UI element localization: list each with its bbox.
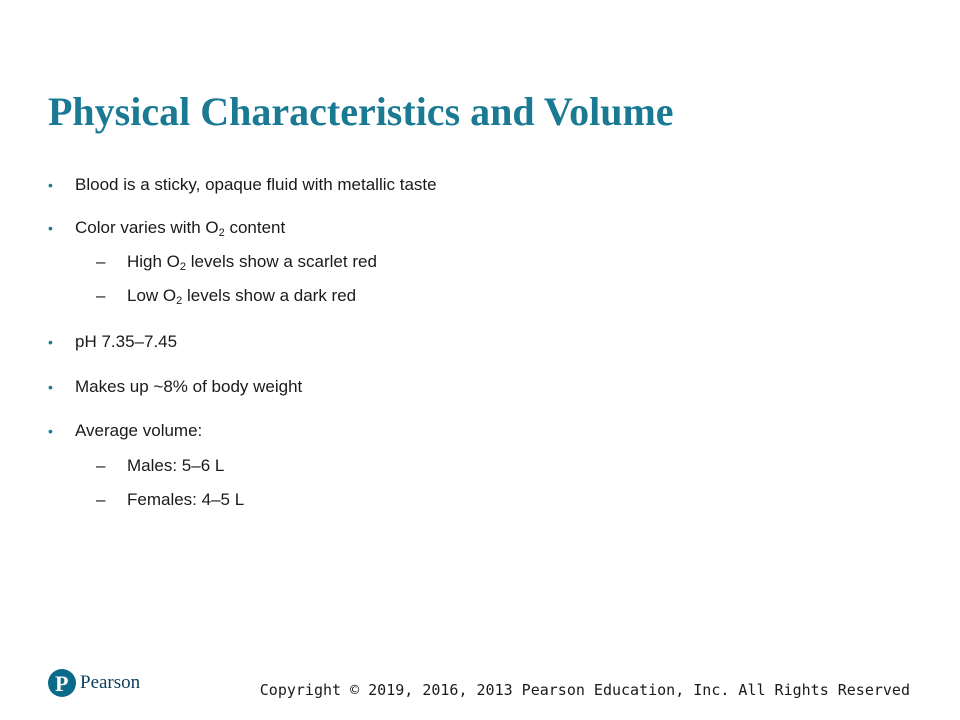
sub-bullet-text: levels show a scarlet red	[186, 252, 377, 271]
bullet-item	[48, 331, 177, 353]
bullet-text: Color varies with O	[75, 218, 219, 237]
subscript: 2	[179, 261, 187, 273]
bullet-text: Blood is a sticky, opaque fluid with metallic taste	[75, 175, 437, 194]
sub-bullet-text: High O	[127, 252, 180, 271]
bullet-item	[48, 174, 437, 196]
bullet-item	[48, 217, 285, 239]
bullet-text: Makes up ~8% of body weight	[75, 377, 303, 396]
subscript: 2	[218, 227, 225, 239]
sub-bullet-item	[96, 455, 224, 477]
bullet-text: content	[224, 218, 286, 237]
subscript: 2	[176, 295, 183, 307]
sub-bullet-text: levels show a dark red	[182, 286, 357, 305]
pearson-logo	[48, 669, 140, 697]
bullet-item	[48, 420, 202, 442]
sub-marker: –	[96, 252, 106, 271]
sub-marker: –	[96, 286, 106, 305]
bullet-marker: •	[48, 177, 53, 193]
sub-bullet-text: Females: 4–5 L	[127, 490, 245, 509]
bullet-item	[48, 376, 302, 398]
copyright-notice: Copyright © 2019, 2016, 2013 Pearson Education, Inc. All Rights Reserved	[259, 681, 910, 699]
bullet-marker: •	[48, 334, 53, 350]
slide-title: Physical Characteristics and Volume	[48, 89, 674, 134]
sub-bullet-item	[96, 489, 244, 511]
sub-bullet-text: Males: 5–6 L	[127, 456, 225, 475]
sub-bullet-item	[96, 285, 356, 307]
bullet-marker: •	[48, 379, 53, 395]
pearson-logo-icon	[48, 669, 76, 697]
bullet-marker: •	[48, 220, 53, 236]
sub-bullet-text: Low O	[127, 286, 177, 305]
bullet-text: Average volume:	[75, 421, 203, 440]
sub-marker: –	[96, 456, 106, 475]
bullet-marker: •	[48, 423, 53, 439]
logo-letter: P	[55, 671, 69, 696]
logo-text: Pearson	[80, 672, 141, 693]
sub-bullet-item	[96, 251, 377, 273]
bullet-text: pH 7.35–7.45	[75, 332, 178, 351]
sub-marker: –	[96, 490, 106, 509]
